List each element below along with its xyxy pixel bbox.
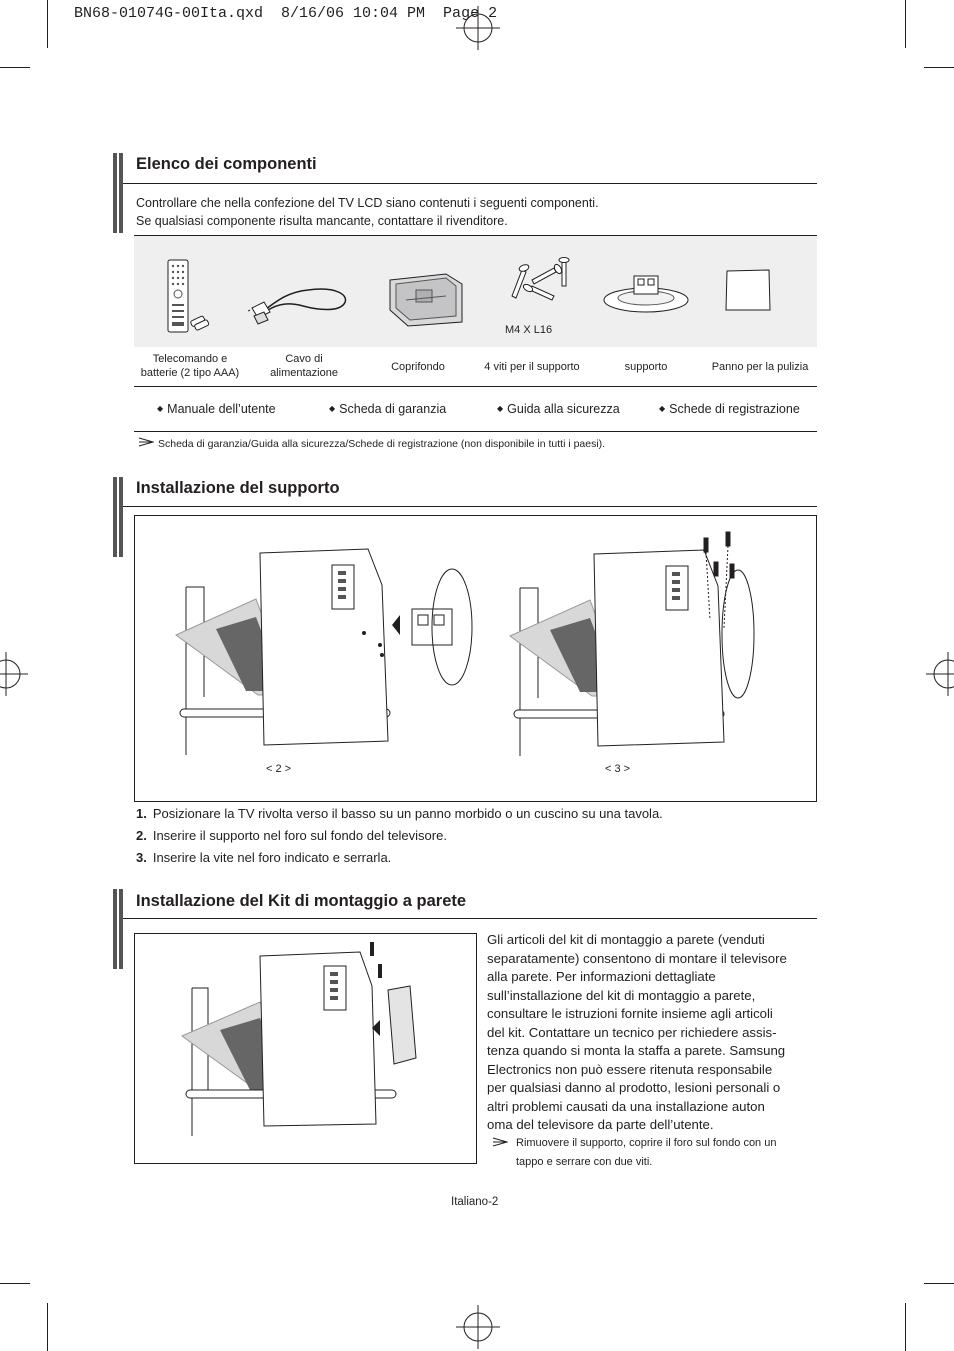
power-cord-icon <box>248 272 352 326</box>
crop-mark <box>924 67 954 68</box>
component-caption: Panno per la pulizia <box>711 361 809 373</box>
crop-mark <box>924 1283 954 1284</box>
section-bar <box>113 153 123 233</box>
document-item: ◆ Guida alla sicurezza <box>497 402 620 416</box>
section-rule <box>123 506 817 507</box>
step-item: 3. Inserire la vite nel foro indicato e serrarla. <box>136 850 392 865</box>
document-item: ◆ Scheda di garanzia <box>329 402 447 416</box>
bullet-diamond-icon: ◆ <box>157 404 164 413</box>
divider <box>134 386 817 387</box>
cleaning-cloth-icon <box>724 268 772 312</box>
step-item: 2. Inserire il supporto nel foro sul fondo del televisore. <box>136 828 447 843</box>
bullet-diamond-icon: ◆ <box>497 404 504 413</box>
tv-stand-install-illustration <box>172 545 482 755</box>
registration-mark-icon <box>456 1305 500 1349</box>
registration-mark-icon <box>926 652 954 696</box>
crop-mark <box>0 1283 30 1284</box>
stand-icon <box>600 270 692 314</box>
crop-mark <box>0 67 30 68</box>
wall-mount-install-illustration <box>180 940 440 1140</box>
print-slug: BN68-01074G-00Ita.qxd 8/16/06 10:04 PM Page 2 <box>74 5 498 22</box>
crop-mark <box>905 1303 906 1351</box>
component-caption: Cavo di alimentazione <box>270 353 338 379</box>
section-title-components: Elenco dei componenti <box>136 155 317 173</box>
wall-mount-note: Rimuovere il supporto, coprire il foro sul fondo con un tappo e serrare con due viti. <box>516 1137 777 1168</box>
page-footer: Italiano-2 <box>451 1196 499 1208</box>
note-arrow-icon <box>138 437 154 447</box>
screw-size-label: M4 X L16 <box>505 324 553 336</box>
bullet-diamond-icon: ◆ <box>659 404 666 413</box>
component-caption: supporto <box>624 361 668 373</box>
section-title-wall-mount: Installazione del Kit di montaggio a parete <box>136 892 467 910</box>
crop-mark <box>47 0 48 48</box>
cover-bottom-icon <box>386 270 466 328</box>
component-caption: Coprifondo <box>391 361 445 373</box>
availability-note: Scheda di garanzia/Guida alla sicurezza/Schede di registrazione (non disponibile in tutti i paesi). <box>158 438 606 450</box>
components-panel <box>134 235 817 347</box>
wall-mount-paragraph: Gli articoli del kit di montaggio a parete (venduti separatamente) consentono di montare il televisore alla parete. Per informazioni dettagliate sull’installazione del kit di montaggio a parete, consultare le istruzioni fornite insieme agli articoli del kit. Contattare un tecnico per richiedere assis- tenza quando si monta la staffa a parete. Samsung Electronics non può essere ritenuta responsabile per qualsiasi danno al prodotto, lesioni personali o altri problemi causati da una installazione auton oma del televisore da parte dell’utente. <box>487 932 787 1132</box>
component-caption: Telecomando e batterie (2 tipo AAA) <box>140 353 240 379</box>
note-arrow-icon <box>492 1137 508 1147</box>
document-item: ◆ Manuale dell’utente <box>157 402 276 416</box>
section-rule <box>123 918 817 919</box>
step-item: 1. Posizionare la TV rivolta verso il basso su un panno morbido o un cuscino su una tavola. <box>136 806 663 821</box>
registration-mark-icon <box>0 652 28 696</box>
bullet-diamond-icon: ◆ <box>329 404 336 413</box>
component-caption: 4 viti per il supporto <box>484 361 580 373</box>
divider <box>134 431 817 432</box>
components-intro: Controllare che nella confezione del TV LCD siano contenuti i seguenti componenti. Se qualsiasi componente risulta mancante, contattare il rivenditore. <box>136 196 599 228</box>
crop-mark <box>905 0 906 48</box>
tv-screw-install-illustration <box>508 528 778 756</box>
section-title-stand: Installazione del supporto <box>136 479 340 497</box>
section-rule <box>123 183 817 184</box>
section-bar <box>113 889 123 969</box>
remote-control-icon <box>163 258 213 334</box>
figure-label-3: < 3 > <box>605 763 631 775</box>
section-bar <box>113 477 123 557</box>
document-item: ◆ Schede di registrazione <box>659 402 800 416</box>
screws-icon <box>504 256 574 308</box>
figure-label-2: < 2 > <box>266 763 292 775</box>
crop-mark <box>47 1303 48 1351</box>
